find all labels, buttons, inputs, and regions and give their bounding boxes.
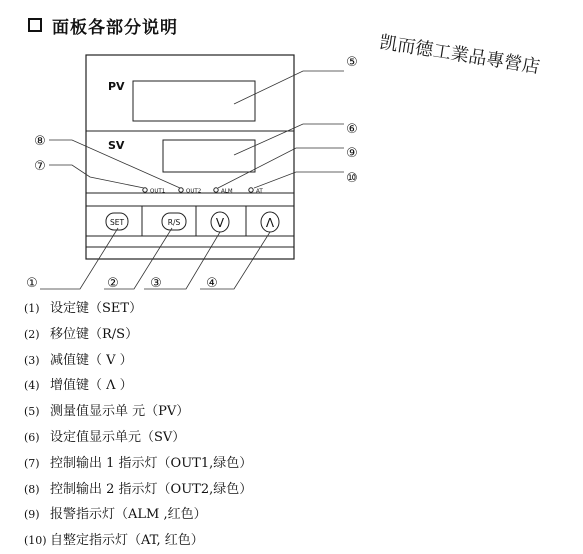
item-text: 设定值显示单元（SV） <box>50 429 186 445</box>
shop-watermark: 凯而德工業品專營店 <box>378 31 542 79</box>
callout-6: ⑥ <box>346 122 358 137</box>
out2-lamp-icon <box>179 188 183 192</box>
out2-label: OUT2 <box>186 188 202 195</box>
callout-8: ⑧ <box>34 134 46 149</box>
item-number: (8) <box>24 482 40 496</box>
list-item <box>24 528 252 554</box>
item-text: 报警指示灯（ALM ,红色） <box>50 507 207 523</box>
list-item <box>24 451 252 477</box>
list-item <box>24 399 252 425</box>
item-number: (10) <box>24 534 47 548</box>
leader-line <box>254 172 344 188</box>
list-item <box>24 477 252 503</box>
item-number: (7) <box>24 456 40 470</box>
leader-line <box>49 165 144 188</box>
item-text: 控制输出 2 指示灯（OUT2,绿色） <box>50 481 253 497</box>
item-text: 增值键（ Λ ） <box>50 378 133 394</box>
down-key-label: V <box>215 216 225 230</box>
at-lamp-icon <box>249 188 253 192</box>
description-list <box>24 296 252 554</box>
pv-label: PV <box>108 80 125 93</box>
callout-5: ⑤ <box>346 55 358 70</box>
alm-label: ALM <box>221 188 233 195</box>
item-text: 移位键（R/S） <box>50 326 139 342</box>
list-item <box>24 502 252 528</box>
out1-label: OUT1 <box>150 188 166 195</box>
callout-2: ② <box>107 276 119 291</box>
heading-title: 面板各部分说明 <box>52 17 178 38</box>
up-key-label: Λ <box>265 216 275 230</box>
item-number: (4) <box>24 379 40 393</box>
callout-9: ⑨ <box>346 146 358 161</box>
alm-lamp-icon <box>214 188 218 192</box>
rs-key-label: R/S <box>167 218 181 227</box>
list-item <box>24 373 252 399</box>
item-number: (9) <box>24 508 40 522</box>
item-text: 减值键（ V ） <box>50 352 133 368</box>
item-text: 自整定指示灯（AT, 红色） <box>50 533 204 549</box>
list-item <box>24 296 252 322</box>
sv-display <box>163 140 255 172</box>
item-text: 设定键（SET） <box>50 301 143 316</box>
set-key-label: SET <box>109 218 125 227</box>
item-number: (1) <box>24 302 40 315</box>
list-item <box>24 322 252 348</box>
item-text: 测量值显示单 元（PV） <box>50 404 190 420</box>
callout-4: ④ <box>206 276 218 291</box>
callout-3: ③ <box>150 276 162 291</box>
item-text: 控制输出 1 指示灯（OUT1,绿色） <box>50 455 253 471</box>
list-item <box>24 425 252 451</box>
item-number: (5) <box>24 405 40 419</box>
callout-10: ⑩ <box>346 171 358 186</box>
callout-7: ⑦ <box>34 159 46 174</box>
list-item <box>24 348 252 374</box>
out1-lamp-icon <box>143 188 147 192</box>
callout-1: ① <box>26 276 38 291</box>
pv-display <box>133 81 255 121</box>
item-number: (2) <box>24 327 40 341</box>
sv-label: SV <box>108 139 125 152</box>
item-number: (6) <box>24 430 40 444</box>
at-label: AT <box>256 188 263 195</box>
item-number: (3) <box>24 353 40 367</box>
leader-line <box>234 71 344 104</box>
